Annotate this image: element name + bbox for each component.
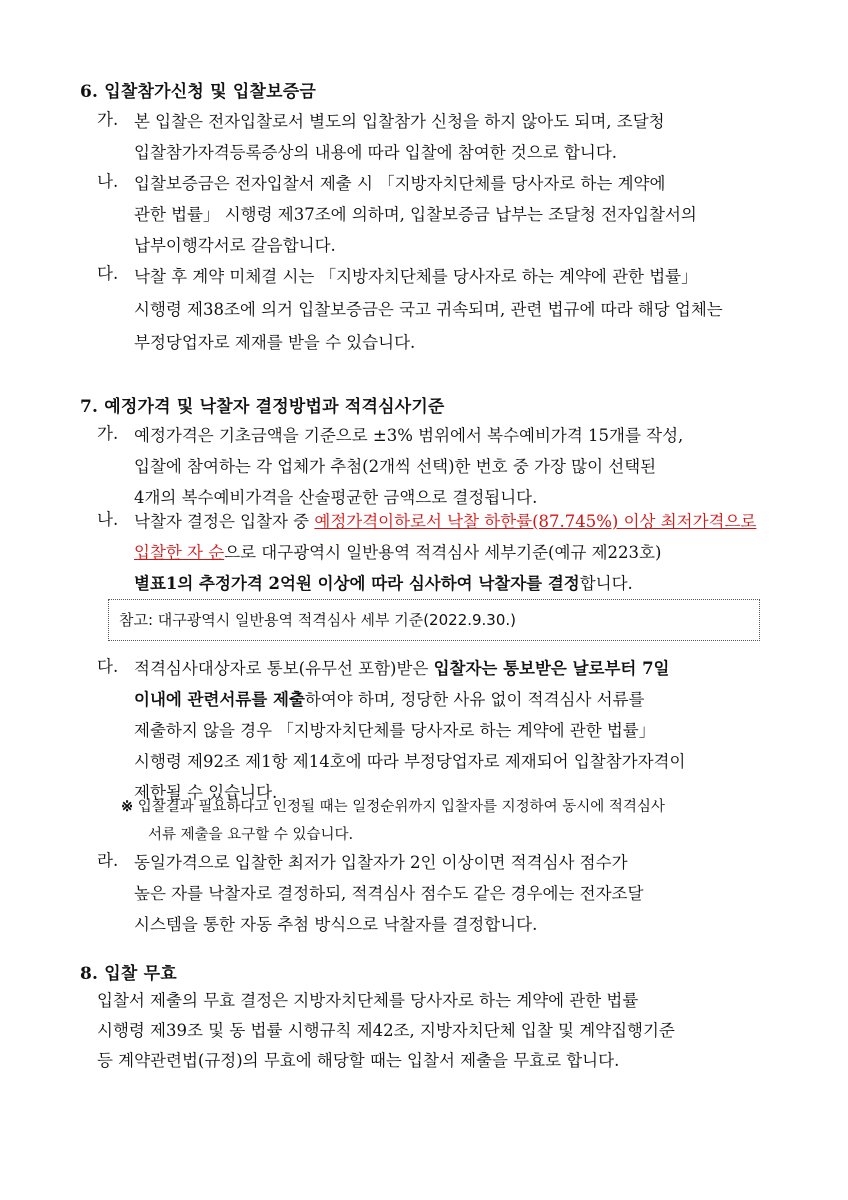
item-text-line: 4개의 복수예비가격을 산술평균한 금액으로 결정됩니다. (134, 488, 538, 507)
item-text-line: 관한 법률」 시행령 제37조에 의하며, 입찰보증금 납부는 조달청 전자입찰서의 (134, 205, 697, 224)
section-7-item-ra (97, 847, 769, 940)
item-text-line (97, 684, 769, 715)
reference-box: 참고: 대구광역시 일반용역 적격심사 세부 기준(2022.9.30.) (108, 599, 760, 641)
item-text-line: 부정당업자로 제재를 받을 수 있습니다. (134, 333, 416, 352)
note-block (121, 793, 771, 849)
section-6-item-ga (97, 106, 769, 168)
plain-text: 하여야 하며, 정당한 사유 없이 적격심사 서류를 (304, 690, 645, 709)
section-6-item-na (97, 168, 769, 261)
paragraph-line: 등 계약관련법(규정)의 무효에 해당할 때는 입찰서 제출을 무효로 합니다. (97, 1051, 620, 1070)
item-marker: 다. (97, 657, 119, 676)
item-text-line: 본 입찰은 전자입찰로서 별도의 입찰참가 신청을 하지 않아도 되며, 조달청 (134, 112, 665, 131)
plain-text: 적격심사대상자로 통보(유무선 포함)받은 (134, 659, 434, 678)
section-7-item-ga (97, 420, 769, 513)
section-7-item-da (97, 653, 769, 808)
item-text-line: 제출하지 않을 경우 「지방자치단체를 당사자로 하는 계약에 관한 법률」 (134, 721, 656, 740)
item-marker: 나. (97, 172, 119, 191)
item-text-line: 시스템을 통한 자동 추첨 방식으로 낙찰자를 결정합니다. (134, 915, 538, 934)
item-text-line: 예정가격은 기초금액을 기준으로 ±3% 범위에서 복수예비가격 15개를 작성, (134, 426, 684, 445)
item-text-line (97, 537, 769, 568)
highlighted-text: 예정가격이하로서 낙찰 하한률(87.745%) 이상 최저가격으로 (314, 512, 757, 531)
item-text-line (97, 506, 769, 537)
item-text-line (97, 568, 769, 599)
item-text-line: 입찰참가자격등록증상의 내용에 따라 입찰에 참여한 것으로 합니다. (134, 143, 618, 162)
section-6-heading: 6. 입찰참가신청 및 입찰보증금 (80, 82, 316, 102)
note-line (121, 793, 771, 821)
section-7-item-na (97, 506, 769, 599)
item-marker: 가. (97, 110, 119, 129)
bold-text: 입찰자는 통보받은 날로부터 7일 (433, 659, 670, 678)
item-marker: 다. (97, 264, 119, 283)
bold-text: 별표1의 추정가격 2억원 이상에 따라 심사하여 낙찰자를 결정 (134, 574, 580, 593)
item-marker: 나. (97, 510, 119, 529)
item-text-line: 높은 자를 낙찰자로 결정하되, 적격심사 점수도 같은 경우에는 전자조달 (134, 884, 644, 903)
item-text-line: 시행령 제92조 제1항 제14호에 따라 부정당업자로 제재되어 입찰참가자격이 (134, 752, 686, 771)
item-text-line: 납부이행각서로 갈음합니다. (134, 236, 336, 255)
item-text-line (97, 653, 769, 684)
paragraph-line: 입찰서 제출의 무효 결정은 지방자치단체를 당사자로 하는 계약에 관한 법률 (97, 991, 639, 1010)
item-text-line: 낙찰 후 계약 미체결 시는 「지방자치단체를 당사자로 하는 계약에 관한 법률」 (134, 267, 698, 286)
item-text-line: 동일가격으로 입찰한 최저가 입찰자가 2인 이상이면 적격심사 점수가 (134, 853, 628, 872)
bold-text: 이내에 관련서류를 제출 (134, 690, 305, 709)
item-text-line: 입찰보증금은 전자입찰서 제출 시 「지방자치단체를 당사자로 하는 계약에 (134, 174, 666, 193)
section-6-item-da (97, 260, 769, 359)
section-7-heading: 7. 예정가격 및 낙찰자 결정방법과 적격심사기준 (80, 397, 445, 417)
highlighted-text: 입찰한 자 순 (134, 543, 225, 562)
plain-text: 낙찰자 결정은 입찰자 중 (134, 512, 315, 531)
plain-text: 합니다. (579, 574, 633, 593)
item-text-line: 제한될 수 있습니다. (134, 783, 278, 802)
item-text-line: 입찰에 참여하는 각 업체가 추첨(2개씩 선택)한 번호 중 가장 많이 선택된 (134, 457, 657, 476)
plain-text: 으로 대구광역시 일반용역 적격심사 세부기준(예규 제223호) (224, 543, 662, 562)
note-line: 서류 제출을 요구할 수 있습니다. (148, 827, 354, 843)
note-symbol: ※ (121, 798, 134, 815)
item-text-line: 시행령 제38조에 의거 입찰보증금은 국고 귀속되며, 관련 법규에 따라 해당 업체는 (134, 300, 723, 319)
note-text: 입찰결과 필요하다고 인정될 때는 일정순위까지 입찰자를 지정하여 동시에 적격심사 (137, 799, 665, 815)
paragraph-line: 시행령 제39조 및 동 법률 시행규칙 제42조, 지방자치단체 입찰 및 계약집행기준 (97, 1021, 675, 1040)
item-marker: 라. (97, 851, 119, 870)
section-8-heading: 8. 입찰 무효 (80, 964, 177, 984)
section-8-paragraph (97, 986, 771, 1076)
item-marker: 가. (97, 424, 119, 443)
